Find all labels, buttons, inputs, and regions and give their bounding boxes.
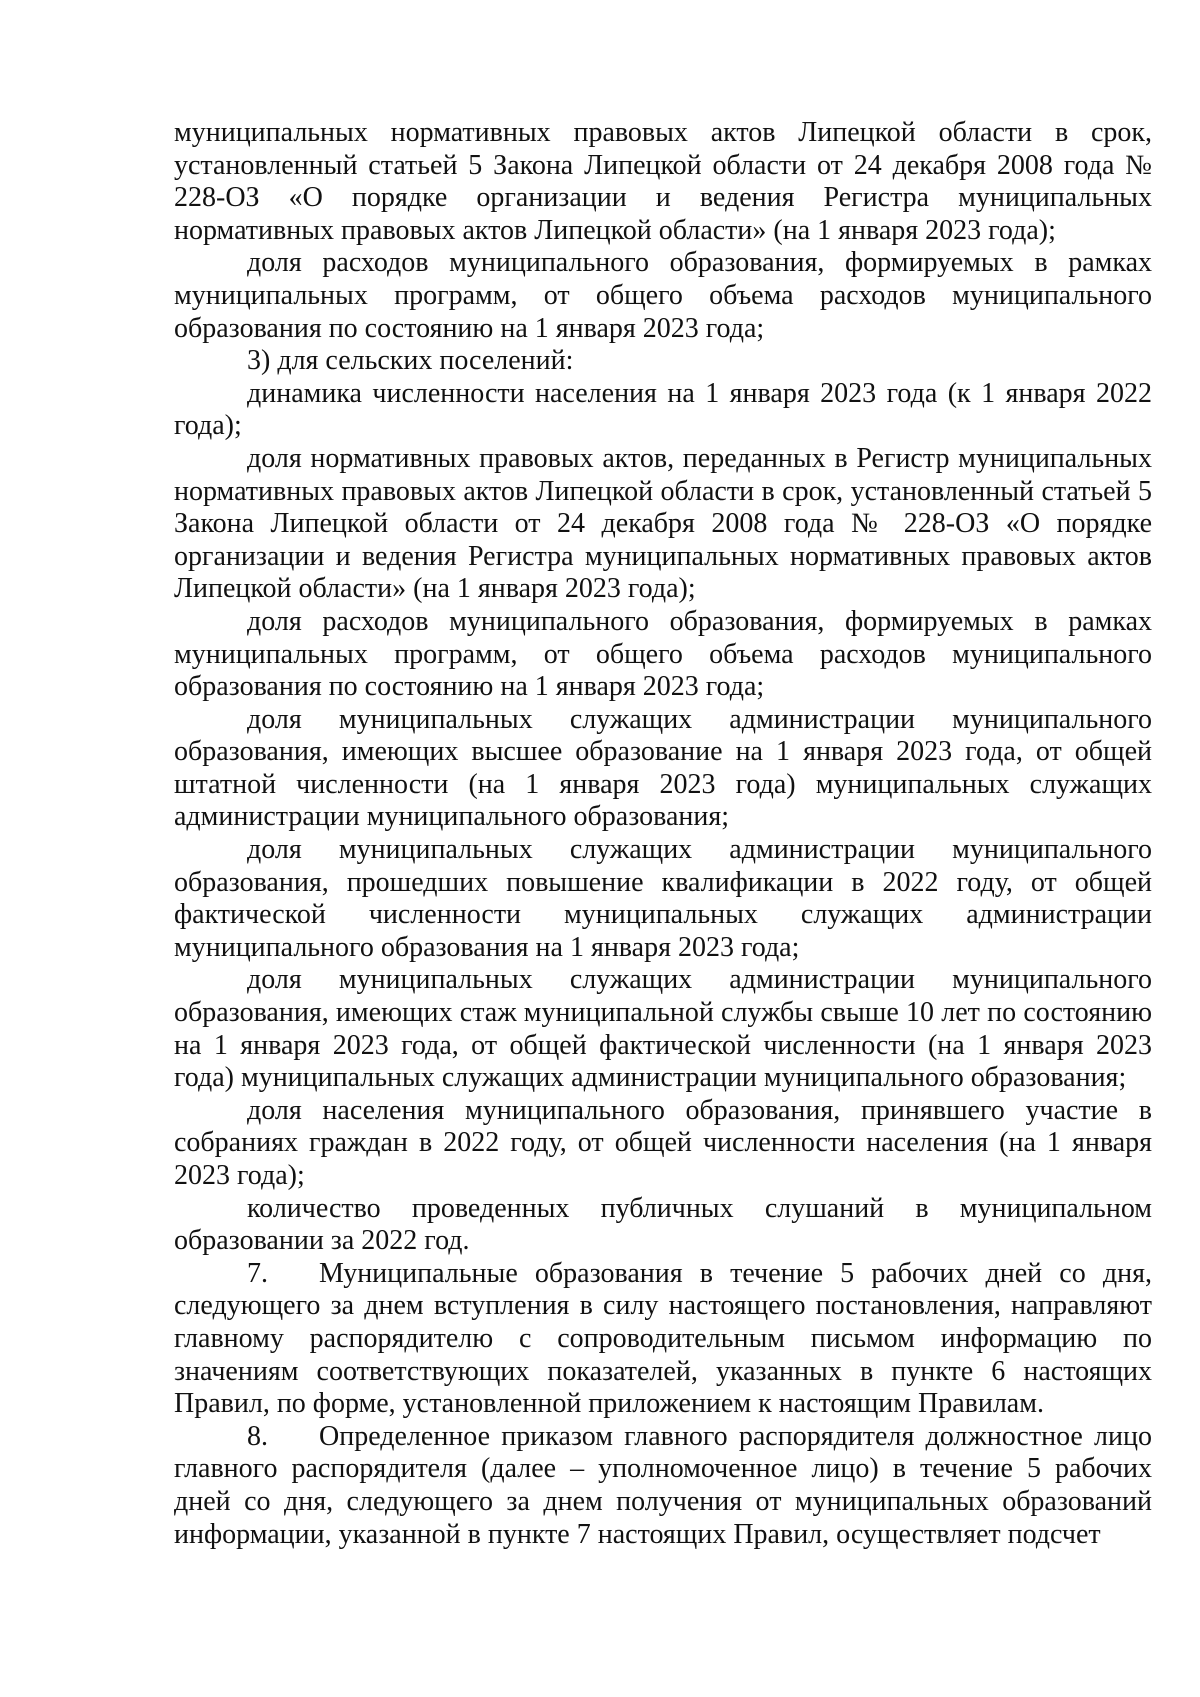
paragraph-qualification-share: доля муниципальных служащих администрации муниципального образования, прошедших повышение квалификации в 2022 году, от общей фактической численности муниципальных служащих администрации муниципального образования на 1 января 2023 года;	[174, 834, 1152, 963]
item-text: Муниципальные образования в течение 5 рабочих дней со дня, следующего за днем вступления в силу настоящего постановления, направляют главному распорядителю с сопроводительным письмом информацию по значениям соответствующих показателей, указанных в пункте 6 настоящих Правил, по форме, установленной приложением к настоящим Правилам.	[174, 1257, 1152, 1420]
numbered-item-7	[174, 1258, 1152, 1421]
paragraph-citizen-meetings-share: доля населения муниципального образования, принявшего участие в собраниях граждан в 2022 году, от общей численности населения (на 1 января 2023 года);	[174, 1094, 1152, 1191]
document-page	[174, 117, 1152, 1551]
paragraph-registry-acts-share: доля нормативных правовых актов, переданных в Регистр муниципальных нормативных правовых актов Липецкой области в срок, установленный статьей 5 Закона Липецкой области от 24 декабря 2008 года № 228-ОЗ «О порядке организации и ведения Регистра муниципальных нормативных правовых актов Липецкой области» (на 1 января 2023 года);	[174, 442, 1152, 605]
paragraph-higher-education-share: доля муниципальных служащих администрации муниципального образования, имеющих высшее образование на 1 января 2023 года, от общей штатной численности (на 1 января 2023 года) муниципальных служащих администрации муниципального образования;	[174, 703, 1152, 833]
paragraph-population-dynamics: динамика численности населения на 1 января 2023 года (к 1 января 2022 года);	[174, 377, 1152, 442]
item-number: 8.	[247, 1420, 268, 1452]
paragraph-budget-programs-share: доля расходов муниципального образования, формируемых в рамках муниципальных программ, от общего объема расходов муниципального образования по состоянию на 1 января 2023 года;	[174, 247, 1152, 344]
paragraph-public-hearings-count: количество проведенных публичных слушаний в муниципальном образовании за 2022 год.	[174, 1192, 1152, 1257]
paragraph-rural-settlements-heading: 3) для сельских поселений:	[247, 345, 574, 377]
numbered-item-8	[174, 1421, 1152, 1551]
paragraph-service-experience-share: доля муниципальных служащих администрации муниципального образования, имеющих стаж муниципальной службы свыше 10 лет по состоянию на 1 января 2023 года, от общей фактической численности (на 1 января 2023 года) муниципальных служащих администрации муниципального образования;	[174, 964, 1152, 1094]
item-number: 7.	[247, 1257, 268, 1289]
paragraph-continuation: муниципальных нормативных правовых актов Липецкой области в срок, установленный статьей 5 Закона Липецкой области от 24 декабря 2008 года № 228-ОЗ «О порядке организации и ведения Регистра муниципальных нормативных правовых актов Липецкой области» (на 1 января 2023 года);	[174, 117, 1152, 246]
paragraph-budget-programs-share-rural: доля расходов муниципального образования, формируемых в рамках муниципальных программ, от общего объема расходов муниципального образования по состоянию на 1 января 2023 года;	[174, 605, 1152, 703]
item-text: Определенное приказом главного распорядителя должностное лицо главного распорядителя (далее – уполномоченное лицо) в течение 5 рабочих дней со дня, следующего за днем получения от муниципальных образований информации, указанной в пункте 7 настоящих Правил, осуществляет подсчет	[174, 1420, 1152, 1550]
